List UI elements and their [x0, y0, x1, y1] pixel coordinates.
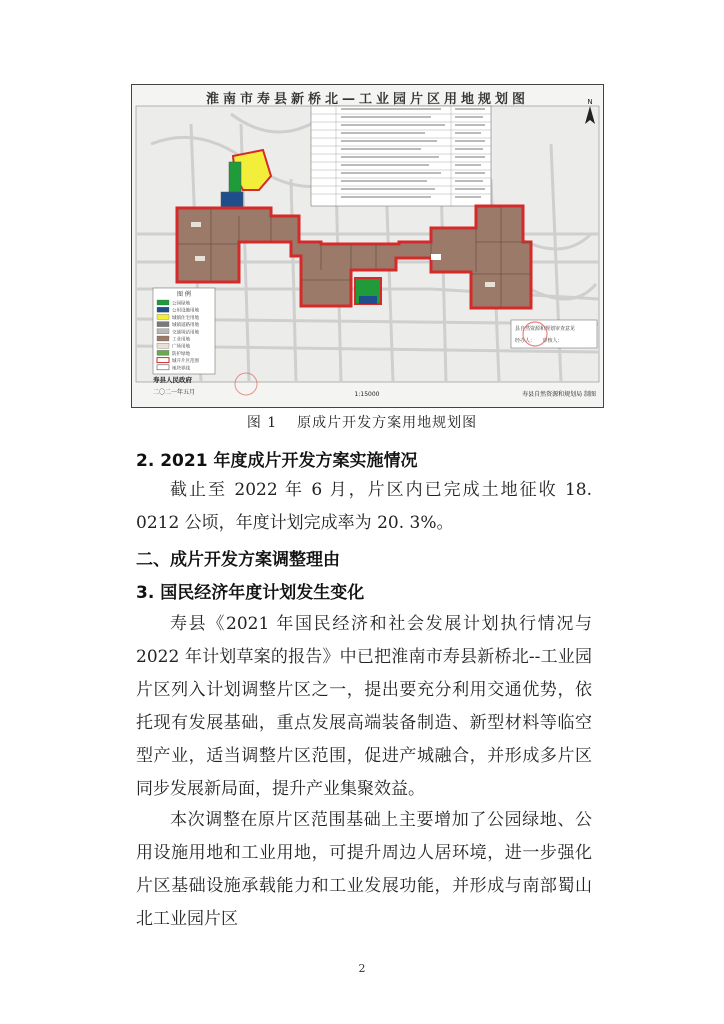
- paragraph-implementation-status: 截止至 2022 年 6 月，片区内已完成土地征收 18. 0212 公顷，年度计划完成率为 20. 3%。: [136, 480, 592, 533]
- drafter-text: 寿县自然资源和规划局 制图: [522, 391, 596, 398]
- legend-swatch: [157, 336, 169, 341]
- legend-label: 地块界线: [172, 366, 190, 372]
- legend-swatch: [157, 300, 169, 305]
- heading-implementation-status: 2. 2021 年度成片开发方案实施情况: [136, 451, 418, 471]
- legend-label: 交通场站用地: [172, 330, 199, 336]
- legend-label: 公园绿地: [172, 301, 190, 307]
- utility-parcel-south: [359, 296, 377, 304]
- heading-economic-plan-change: 3. 国民经济年度计划发生变化: [136, 583, 365, 603]
- page-number: 2: [358, 962, 366, 975]
- scale-text: 1:15000: [354, 391, 380, 398]
- figure-caption: [0, 412, 724, 432]
- legend-swatch: [157, 350, 169, 355]
- svg-text:N: N: [587, 98, 593, 106]
- legend-label: 城镇道路用地: [172, 323, 199, 329]
- issuer-text: 寿县人民政府: [153, 376, 192, 384]
- legend-label: 公用设施用地: [172, 308, 199, 314]
- map-legend: [153, 288, 215, 374]
- legend-label: 城开片区范围: [172, 359, 199, 365]
- legend-swatch: [157, 329, 169, 334]
- caption-text: 原成片开发方案用地规划图: [297, 415, 478, 431]
- parcel-label-3: [195, 256, 205, 261]
- issue-date-text: 二〇二一年五月: [153, 389, 196, 396]
- legend-label: 城镇住宅用地: [172, 315, 199, 321]
- land-use-map-figure: [131, 84, 604, 408]
- approval-sign: 经办人： 审核人：: [515, 338, 563, 344]
- approval-box: [511, 320, 597, 348]
- utility-parcel-north: [221, 192, 243, 208]
- legend-swatch: [157, 322, 169, 327]
- legend-label: 工业用地: [172, 337, 190, 343]
- heading-adjustment-reasons: 二、成片开发方案调整理由: [136, 550, 340, 570]
- legend-label: 广场用地: [172, 344, 190, 350]
- legend-swatch: [157, 365, 169, 370]
- land-use-table: [311, 106, 491, 206]
- caption-number: 图 1: [246, 415, 278, 431]
- legend-swatch: [157, 307, 169, 312]
- legend-swatch: [157, 314, 169, 319]
- approval-label: 县自然资源和规划审查意见: [515, 326, 576, 332]
- paragraph-economic-plan: 寿县《2021 年国民经济和社会发展计划执行情况与 2022 年计划草案的报告》中已把淮南市寿县新桥北--工业园片区列入计划调整片区之一，提出要充分利用交通优势，依托现有发展基础，重点发展高端装备制造、新型材料等临空型产业，适当调整片区范围，促进产城融合，并形成多片区同步发展新局面，提升产业集聚效益。: [136, 614, 592, 799]
- legend-swatch: [157, 343, 169, 348]
- parcel-label-2: [191, 222, 201, 227]
- legend-label: 防护绿地: [172, 351, 190, 357]
- park-parcel-north: [229, 162, 241, 192]
- parcel-label-4: [485, 282, 495, 287]
- map-title: 淮南市寿县新桥北—工业园片区用地规划图: [205, 92, 529, 107]
- paragraph-adjustment-content: 本次调整在原片区范围基础上主要增加了公园绿地、公用设施用地和工业用地，可提升周边人居环境，进一步强化片区基础设施承载能力和工业发展功能，并形成与南部蜀山北工业园片区: [136, 810, 592, 929]
- legend-title: 图 例: [177, 291, 191, 298]
- parcel-label-1: [431, 254, 441, 260]
- land-use-map: [131, 84, 604, 408]
